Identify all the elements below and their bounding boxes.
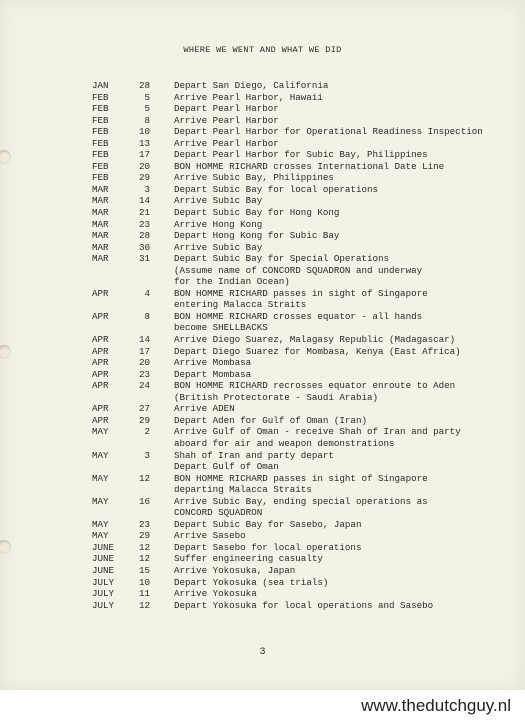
entry-day: 5 (144, 103, 150, 115)
entry-day: 27 (138, 403, 150, 415)
entry-day: 15 (138, 564, 150, 576)
entry-month (92, 484, 128, 496)
entry-text: Depart Yokosuka (sea trials) (174, 576, 329, 588)
itinerary-row (92, 553, 512, 565)
entry-day: 30 (138, 241, 150, 253)
entry-month: APR (92, 380, 109, 392)
entry-month: MAR (92, 230, 109, 242)
entry-month: MAY (92, 472, 109, 484)
entry-text: Arrive Yokosuka (174, 588, 257, 600)
itinerary-row (92, 369, 512, 381)
entry-text: BON HOMME RICHARD crosses International Date Line (174, 160, 445, 172)
entry-text: Arrive Yokosuka, Japan (174, 564, 296, 576)
entry-day: 29 (138, 530, 150, 542)
entry-text: Depart Subic Bay for Sasebo, Japan (174, 518, 362, 530)
entry-day: 31 (138, 253, 150, 265)
itinerary-row (92, 299, 512, 311)
entry-day (128, 265, 174, 277)
entry-month: JAN (92, 80, 109, 91)
entry-text: Arrive Pearl Harbor (174, 137, 279, 149)
entry-day: 3 (144, 183, 150, 195)
entry-month: FEB (92, 91, 109, 103)
itinerary-row (92, 138, 512, 150)
itinerary-row (92, 496, 512, 508)
entry-text: BON HOMME RICHARD recrosses equator enroute to Aden (174, 380, 456, 392)
itinerary-row (92, 149, 512, 161)
entry-month: APR (92, 310, 109, 322)
itinerary-row (92, 519, 512, 531)
entry-month (92, 299, 128, 311)
itinerary-row (92, 230, 512, 242)
entry-month: MAR (92, 207, 109, 219)
entry-month: JUNE (92, 541, 115, 553)
entry-month: APR (92, 357, 109, 369)
itinerary-row (92, 322, 512, 334)
itinerary-row (92, 438, 512, 450)
entry-month (92, 461, 128, 473)
entry-month: FEB (92, 126, 109, 138)
entry-day: 8 (144, 310, 150, 322)
entry-day (128, 392, 174, 404)
entry-month (92, 276, 128, 288)
entry-text: (British Protectorate - Saudi Arabia) (174, 391, 378, 403)
entry-text: Depart San Diego, California (174, 80, 329, 91)
entry-text: Depart Mombasa (174, 368, 252, 380)
itinerary-row (92, 172, 512, 184)
itinerary-row (92, 426, 512, 438)
itinerary-row (92, 184, 512, 196)
itinerary-row (92, 311, 512, 323)
entry-month: MAY (92, 426, 109, 438)
itinerary-row (92, 126, 512, 138)
entry-text: Arrive Pearl Harbor (174, 114, 279, 126)
entry-month: MAY (92, 518, 109, 530)
entry-month: MAR (92, 253, 109, 265)
entry-month: FEB (92, 103, 109, 115)
entry-day: 20 (138, 357, 150, 369)
entry-month: APR (92, 334, 109, 346)
entry-day: 20 (138, 160, 150, 172)
entry-text: Depart Hong Kong for Subic Bay (174, 230, 340, 242)
entry-month: MAY (92, 495, 109, 507)
entry-day (128, 322, 174, 334)
entry-month (92, 322, 128, 334)
itinerary-row (92, 195, 512, 207)
itinerary-row (92, 380, 512, 392)
entry-day (128, 276, 174, 288)
entry-text: Arrive Gulf of Oman - receive Shah of Iran and party (174, 426, 461, 438)
watermark-bar (0, 690, 525, 725)
entry-day: 14 (138, 334, 150, 346)
entry-day: 12 (138, 553, 150, 565)
entry-day: 10 (138, 126, 150, 138)
entry-day: 3 (144, 449, 150, 461)
entry-text: BON HOMME RICHARD passes in sight of Singapore (174, 287, 428, 299)
itinerary-row (92, 357, 512, 369)
itinerary-row (92, 484, 512, 496)
entry-text: Depart Pearl Harbor for Operational Readiness Inspection (174, 126, 483, 138)
entry-text: Arrive Pearl Harbor, Hawaii (174, 91, 323, 103)
entry-text: Arrive Subic Bay (174, 241, 263, 253)
entry-day: 16 (138, 495, 150, 507)
entry-text: Suffer engineering casualty (174, 553, 323, 565)
binder-hole (0, 540, 11, 554)
entry-day: 14 (138, 195, 150, 207)
entry-day: 28 (138, 230, 150, 242)
entry-day: 29 (138, 414, 150, 426)
entry-month: MAR (92, 183, 109, 195)
entry-day: 12 (138, 472, 150, 484)
entry-text: Shah of Iran and party depart (174, 449, 334, 461)
entry-text: Depart Subic Bay for Hong Kong (174, 207, 340, 219)
entry-day: 13 (138, 137, 150, 149)
entry-month: JUNE (92, 553, 115, 565)
itinerary-row (92, 92, 512, 104)
itinerary-row (92, 542, 512, 554)
entry-day: 23 (138, 518, 150, 530)
itinerary-row (92, 588, 512, 600)
itinerary-row (92, 346, 512, 358)
itinerary-row (92, 242, 512, 254)
entry-text: Arrive Subic Bay, Philippines (174, 172, 334, 184)
watermark-url: www.thedutchguy.nl (361, 696, 511, 715)
page-title: WHERE WE WENT AND WHAT WE DID (183, 45, 342, 55)
itinerary-row (92, 577, 512, 589)
entry-day (128, 438, 174, 450)
entry-text: BON HOMME RICHARD crosses equator - all hands (174, 310, 423, 322)
itinerary-row (92, 161, 512, 173)
itinerary-row (92, 507, 512, 519)
itinerary-row (92, 207, 512, 219)
itinerary-row (92, 600, 512, 612)
itinerary-row (92, 219, 512, 231)
entry-day: 23 (138, 218, 150, 230)
itinerary-row (92, 288, 512, 300)
entry-day: 5 (144, 91, 150, 103)
entry-month: APR (92, 403, 109, 415)
entry-text: Depart Gulf of Oman (174, 461, 279, 473)
entry-day (128, 484, 174, 496)
entry-month: JULY (92, 588, 115, 600)
entry-text: Arrive Diego Suarez, Malagasy Republic (Madagascar) (174, 334, 456, 346)
entry-month: FEB (92, 114, 109, 126)
entry-text: become SHELLBACKS (174, 322, 268, 334)
entry-month: FEB (92, 172, 109, 184)
entry-text: Depart Pearl Harbor for Subic Bay, Philippines (174, 149, 428, 161)
itinerary-row (92, 415, 512, 427)
entry-text: BON HOMME RICHARD passes in sight of Singapore (174, 472, 428, 484)
itinerary-row (92, 403, 512, 415)
entry-month (92, 265, 128, 277)
entry-day: 12 (138, 541, 150, 553)
entry-text: Arrive Hong Kong (174, 218, 263, 230)
entry-day: 10 (138, 576, 150, 588)
itinerary-row (92, 450, 512, 462)
entry-text: (Assume name of CONCORD SQUADRON and underway (174, 264, 423, 276)
entry-day: 4 (144, 287, 150, 299)
entry-day: 29 (138, 172, 150, 184)
entry-month (92, 507, 128, 519)
entry-text: Depart Diego Suarez for Mombasa, Kenya (East Africa) (174, 345, 461, 357)
entry-month: JULY (92, 576, 115, 588)
entry-text: entering Malacca Straits (174, 299, 307, 311)
entry-day: 12 (138, 599, 150, 611)
itinerary-row (92, 565, 512, 577)
entry-day: 17 (138, 345, 150, 357)
itinerary-list (92, 80, 512, 611)
itinerary-row (92, 115, 512, 127)
entry-month: FEB (92, 149, 109, 161)
entry-month: JUNE (92, 564, 115, 576)
entry-month: APR (92, 414, 109, 426)
itinerary-row (92, 265, 512, 277)
entry-text: Arrive Subic Bay (174, 195, 263, 207)
entry-month: APR (92, 287, 109, 299)
entry-day: 23 (138, 368, 150, 380)
entry-month: APR (92, 368, 109, 380)
entry-month: MAY (92, 449, 109, 461)
entry-month: FEB (92, 137, 109, 149)
entry-text: Depart Pearl Harbor (174, 103, 279, 115)
itinerary-row (92, 276, 512, 288)
entry-text: Arrive Sasebo (174, 530, 246, 542)
itinerary-row (92, 80, 512, 92)
entry-day (128, 507, 174, 519)
entry-day (128, 299, 174, 311)
entry-day: 21 (138, 207, 150, 219)
entry-text: departing Malacca Straits (174, 484, 312, 496)
entry-day: 11 (138, 588, 150, 600)
entry-month (92, 392, 128, 404)
entry-day: 28 (138, 80, 150, 91)
page-number: 3 (259, 647, 266, 658)
itinerary-row (92, 530, 512, 542)
entry-text: Depart Subic Bay for local operations (174, 183, 378, 195)
entry-month: FEB (92, 160, 109, 172)
entry-text: Depart Yokosuka for local operations and Sasebo (174, 599, 434, 611)
entry-text: aboard for air and weapon demonstrations (174, 437, 395, 449)
entry-day (128, 461, 174, 473)
entry-text: Depart Aden for Gulf of Oman (Iran) (174, 414, 367, 426)
entry-text: Depart Subic Bay for Special Operations (174, 253, 390, 265)
binder-hole (0, 345, 11, 359)
entry-month: MAR (92, 195, 109, 207)
entry-month: JULY (92, 599, 115, 611)
entry-month: APR (92, 345, 109, 357)
entry-text: for the Indian Ocean) (174, 276, 290, 288)
entry-text: CONCORD SQUADRON (174, 507, 263, 519)
entry-day: 17 (138, 149, 150, 161)
entry-text: Arrive ADEN (174, 403, 235, 415)
itinerary-row (92, 253, 512, 265)
entry-text: Arrive Subic Bay, ending special operations as (174, 495, 428, 507)
itinerary-row (92, 103, 512, 115)
entry-day: 8 (144, 114, 150, 126)
entry-day: 2 (144, 426, 150, 438)
entry-month (92, 438, 128, 450)
entry-day: 24 (138, 380, 150, 392)
entry-text: Depart Sasebo for local operations (174, 541, 362, 553)
entry-text: Arrive Mombasa (174, 357, 252, 369)
itinerary-row (92, 334, 512, 346)
entry-month: MAR (92, 218, 109, 230)
itinerary-row (92, 473, 512, 485)
itinerary-row (92, 392, 512, 404)
itinerary-row (92, 461, 512, 473)
binder-hole (0, 150, 11, 164)
entry-month: MAY (92, 530, 109, 542)
entry-month: MAR (92, 241, 109, 253)
